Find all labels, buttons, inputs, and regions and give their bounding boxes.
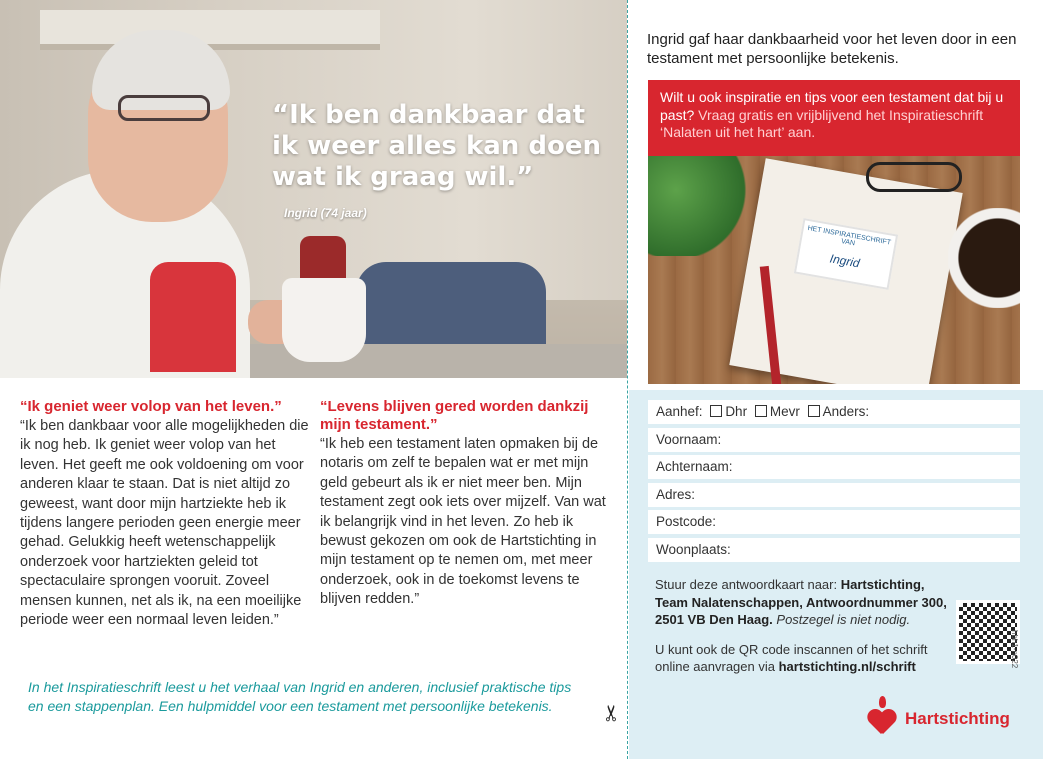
story-column-1 (20, 398, 310, 630)
checkbox-mevr[interactable] (755, 405, 767, 417)
schrift-url[interactable]: hartstichting.nl/schrift (778, 659, 916, 674)
postcode-field[interactable]: Postcode: (648, 510, 1020, 534)
banner-lead: Wilt u ook inspiratie en tips voor een testament dat bij u past? (660, 89, 1004, 123)
address-field[interactable]: Adres: (648, 483, 1020, 507)
notebook-name: Ingrid (828, 251, 861, 271)
offer-banner (648, 80, 1020, 158)
hero-photo (0, 0, 627, 378)
column-1-heading: “Ik geniet weer volop van het leven.” (20, 398, 282, 415)
salutation-label: Aanhef: (656, 404, 703, 419)
notebook-photo (648, 156, 1020, 384)
card-code: hbh1-n022 (1010, 630, 1019, 669)
city-field[interactable]: Woonplaats: (648, 538, 1020, 562)
checkbox-dhr[interactable] (710, 405, 722, 417)
reply-intro: Ingrid gaf haar dankbaarheid voor het leven door in een testament met persoonlijke betekenis. (647, 31, 1017, 67)
scissors-icon: ✂ (599, 703, 625, 723)
logo-text: Hartstichting (905, 709, 1010, 728)
last-name-field[interactable]: Achternaam: (648, 455, 1020, 479)
option-anders-label: Anders: (822, 404, 870, 419)
hero-attribution: Ingrid (74 jaar) (284, 206, 367, 220)
send-instructions: Stuur deze antwoordkaart naar: Hartstichting, Team Nalatenschappen, Antwoordnummer 300, 2501 VB Den Haag. Postzegel is niet nodig. U kunt ook de QR code inscannen of het schrift online aanvragen via hartstichting.nl/schrift (655, 577, 947, 674)
option-mevr-label: Mevr (769, 404, 800, 419)
bottom-note: In het Inspiratieschrift leest u het verhaal van Ingrid en anderen, inclusief praktische tips en een stappenplan. Een hulpmiddel voor een testament met persoonlijke betekenis. (28, 679, 572, 714)
reply-form (648, 400, 1020, 565)
heart-flame-icon (867, 704, 897, 734)
salutation-field (648, 400, 1020, 424)
column-1-body: “Ik ben dankbaar voor alle mogelijkheden die ik nog heb. Ik geniet weer volop van het leven. Het geeft me ook voldoening om voor anderen klaar te staan. Dat is niet altijd zo geweest, want door mijn hartziekte heb ik tijdens langere perioden geen energie meer gehad. Gelukkig heeft wetenschappelijk onderzoek voor hartziekten geleid tot spectaculaire sprongen vooruit. Zoveel mensen kunnen, net als ik, na een moeilijke periode weer een normaal leven leiden.” (20, 418, 309, 629)
column-2-body: “Ik heb een testament laten opmaken bij de notaris om zelf te bepalen wat er met mijn geld gebeurt als ik er niet meer ben. Mijn testament zegt ook iets over mijzelf. Van wat ik belangrijk vind in het leven. Zo heb ik bewust gekozen om ook de Hartstichting in mijn testament op te nemen om, met meer onderzoek, ook in de toekomst levens te blijven redden.” (320, 436, 606, 608)
hartstichting-logo (867, 704, 1010, 734)
first-name-field[interactable]: Voornaam: (648, 428, 1020, 452)
notebook-label: HET INSPIRATIESCHRIFT VAN Ingrid (794, 218, 898, 290)
banner-action: Vraag gratis en vrijblijvend het Inspiratieschrift ‘Nalaten uit het hart’ aan. (660, 106, 984, 140)
checkbox-anders[interactable] (808, 405, 820, 417)
column-2-heading: “Levens blijven gered worden dankzij mijn testament.” (320, 398, 589, 433)
option-dhr-label: Dhr (725, 404, 748, 419)
reply-card (629, 0, 1043, 759)
story-column-2 (320, 398, 610, 610)
hero-quote: “Ik ben dankbaar dat ik weer alles kan doen wat ik graag wil.” (272, 100, 601, 192)
cut-line (627, 0, 628, 759)
